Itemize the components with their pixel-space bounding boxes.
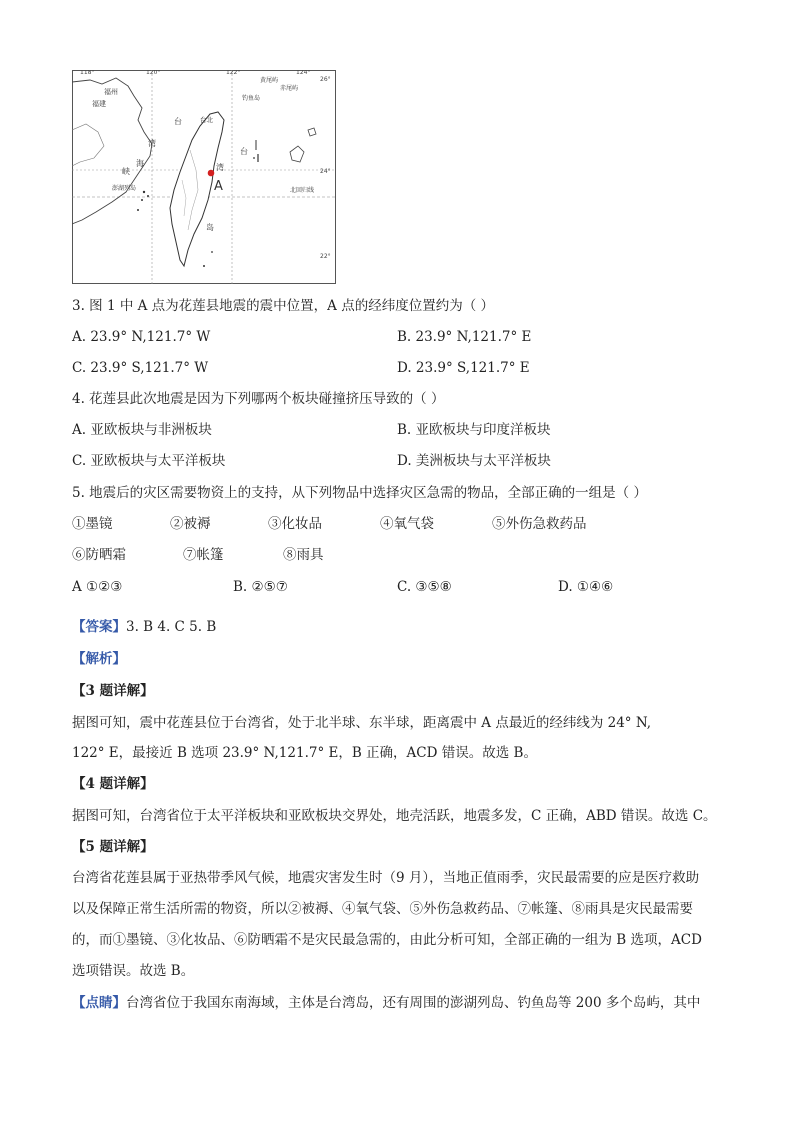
- q4-option-b: B. 亚欧板块与印度洋板块: [397, 422, 551, 438]
- answer-label: 【答案】: [72, 619, 126, 635]
- detail-4-title: 【4 题详解】: [72, 776, 154, 792]
- q4-option-d: D. 美洲板块与太平洋板块: [397, 453, 551, 469]
- detail-3-line-2: 122° E，最接近 B 选项 23.9° N,121.7° E，B 正确，ACD 错误。故选 B。: [72, 745, 537, 761]
- comment-label: 【点睛】: [72, 995, 126, 1011]
- label-penghu: 澎湖列岛: [112, 185, 137, 192]
- label-strait-tai: 台: [174, 117, 182, 126]
- penghu-dot: [143, 191, 145, 193]
- q5-item-7: ⑦帐篷: [183, 547, 224, 563]
- q5-item-2: ②被褥: [170, 516, 211, 532]
- q5-item-8: ⑧雨具: [283, 547, 324, 563]
- lon-label-124: 124°: [296, 70, 311, 76]
- q5-option-d: D. ①④⑥: [558, 579, 614, 595]
- answer-line: [72, 617, 216, 637]
- islet-dot: [137, 209, 139, 211]
- label-taibei: 台北: [200, 116, 213, 124]
- detail-5-line-2: 以及保障正常生活所需的物资，所以②被褥、④氧气袋、⑤外伤急救药品、⑦帐篷、⑧雨具是灾民最需要: [72, 901, 693, 917]
- taiwan-map-svg: [72, 70, 336, 284]
- q5-option-a: A ①②③: [72, 579, 123, 595]
- lon-label-122: 122°: [226, 70, 241, 76]
- epicenter-marker: [208, 170, 215, 177]
- label-diaoyudao: 钓鱼岛: [242, 95, 261, 102]
- detail-5-line-4: 选项错误。故选 B。: [72, 963, 195, 979]
- q3-stem: 3. 图 1 中 A 点为花莲县地震的震中位置，A 点的经纬度位置约为（ ）: [72, 298, 495, 314]
- label-tropic: 北回归线: [290, 187, 315, 194]
- q5-item-1: ①墨镜: [72, 516, 113, 532]
- lat-label-22: 22°: [320, 253, 331, 260]
- q4-option-a: A. 亚欧板块与非洲板块: [72, 422, 212, 438]
- q3-option-c: C. 23.9° S,121.7° W: [72, 360, 209, 376]
- label-huangweiyu: 黄尾屿: [260, 77, 279, 84]
- q5-option-b: B. ②⑤⑦: [233, 579, 288, 595]
- penghu-dot: [141, 199, 143, 201]
- taiwan-map-figure: [72, 70, 336, 284]
- islet-dot: [211, 251, 213, 253]
- q5-item-6: ⑥防晒霜: [72, 547, 126, 563]
- islet-dot: [253, 157, 255, 159]
- q5-option-c: C. ③⑤⑧: [397, 579, 452, 595]
- q5-item-4: ④氧气袋: [380, 516, 434, 532]
- detail-3-line-1: 据图可知，震中花莲县位于台湾省，处于北半球、东半球，距离震中 A 点最近的经纬线为 24° N,: [72, 715, 652, 731]
- lon-label-118: 118°: [80, 70, 95, 76]
- label-strait-wan: 湾: [148, 139, 156, 148]
- comment-line: [72, 993, 700, 1013]
- detail-3-title: 【3 题详解】: [72, 683, 154, 699]
- q3-option-d: D. 23.9° S,121.7° E: [397, 360, 530, 376]
- label-fuzhou: 福州: [104, 88, 118, 96]
- detail-4-line-1: 据图可知，台湾省位于太平洋板块和亚欧板块交界处，地壳活跃，地震多发，C 正确，ABD 错误。故选 C。: [72, 808, 717, 824]
- q3-option-b: B. 23.9° N,121.7° E: [397, 329, 532, 345]
- label-fujian: 福建: [92, 100, 106, 108]
- label-dao: 岛: [206, 223, 214, 232]
- detail-5-title: 【5 题详解】: [72, 839, 154, 855]
- label-tai-right: 台: [240, 147, 248, 156]
- detail-5-line-1: 台湾省花莲县属于亚热带季风气候，地震灾害发生时（9 月），当地正值雨季，灾民最需要的应是医疗救助: [72, 870, 700, 886]
- comment-text: 台湾省位于我国东南海域，主体是台湾岛，还有周围的澎湖列岛、钓鱼岛等 200 多个岛屿，其中: [126, 995, 701, 1011]
- analysis-label: 【解析】: [72, 651, 126, 667]
- islet-dot: [203, 265, 205, 267]
- q4-stem: 4. 花莲县此次地震是因为下列哪两个板块碰撞挤压导致的（ ）: [72, 391, 445, 407]
- q5-item-3: ③化妆品: [268, 516, 322, 532]
- answer-text: 3. B 4. C 5. B: [126, 619, 217, 635]
- detail-5-line-3: 的，而①墨镜、③化妆品、⑥防晒霜不是灾民最急需的，由此分析可知，全部正确的一组为 B 选项，ACD: [72, 932, 702, 948]
- penghu-dot: [147, 195, 149, 197]
- q3-option-a: A. 23.9° N,121.7° W: [72, 329, 211, 345]
- q5-item-5: ⑤外伤急救药品: [492, 516, 587, 532]
- label-strait-xia: 峡: [122, 167, 130, 176]
- q5-stem: 5. 地震后的灾区需要物资上的支持，从下列物品中选择灾区急需的物品，全部正确的一组是（ ）: [72, 485, 647, 501]
- lat-label-24: 24°: [320, 168, 331, 175]
- lat-label-26: 26°: [320, 76, 331, 83]
- lon-label-120: 120°: [146, 70, 161, 76]
- label-chiweiyu: 赤尾屿: [280, 85, 299, 92]
- label-wan-right: 湾: [216, 163, 224, 172]
- label-strait-hai: 海: [136, 159, 144, 168]
- q4-option-c: C. 亚欧板块与太平洋板块: [72, 453, 226, 469]
- label-point-a: A: [214, 179, 223, 194]
